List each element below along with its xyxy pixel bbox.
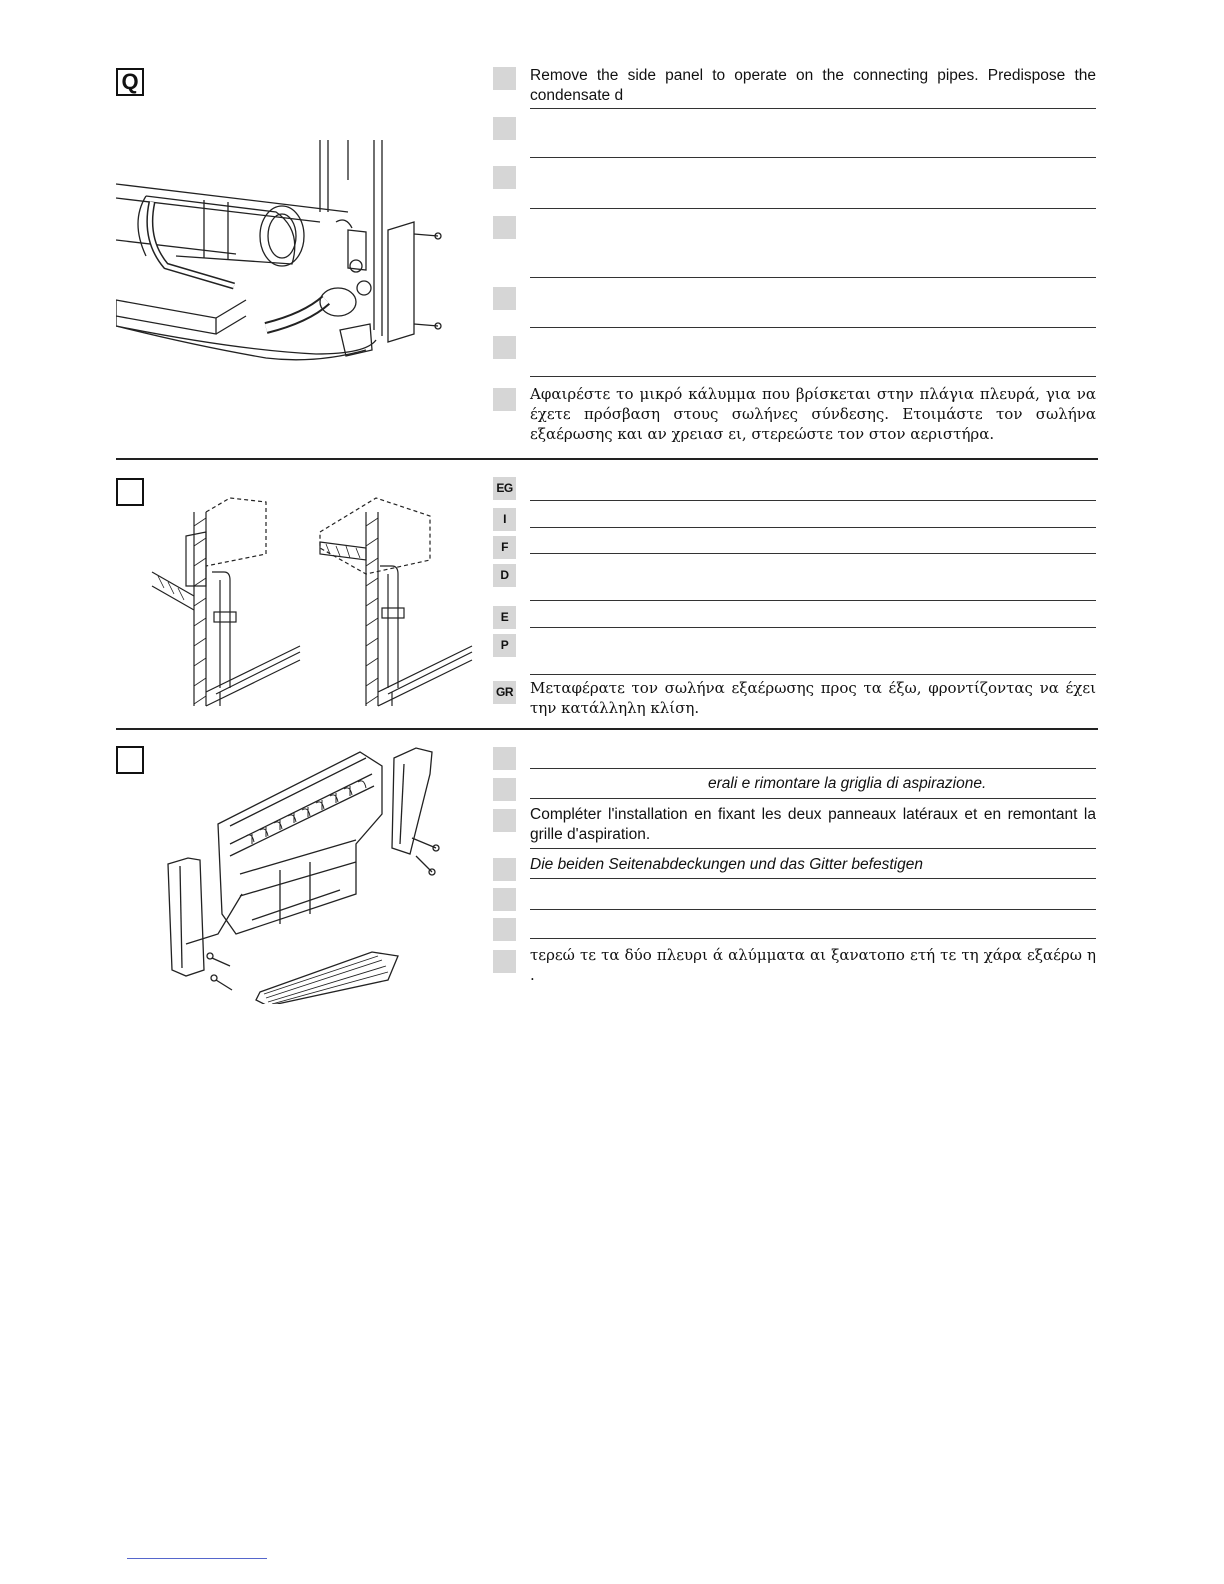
text-rule — [530, 327, 1096, 328]
lang-tag-es — [493, 287, 516, 310]
lang-tag-e: E — [493, 606, 516, 629]
figure-drain-pipe-routing — [150, 496, 480, 716]
text-rule — [530, 878, 1096, 879]
lang-tag-eg: EG — [493, 477, 516, 500]
text-rule — [530, 277, 1096, 278]
text-rule — [530, 376, 1096, 377]
instruction-s-fr: Compléter l'installation en fixant les deux panneaux latéraux et en remontant la grille d'aspiration. — [530, 806, 1096, 843]
lang-tag-i: I — [493, 508, 516, 531]
text-rule — [530, 938, 1096, 939]
figure-side-panel-removal — [116, 140, 456, 380]
text-rule — [530, 798, 1096, 799]
lang-tag-gr — [493, 950, 516, 973]
instruction-r-gr: Μεταφέρατε τον σωλήνα εξαέρωσης προς τα έξω, φροντίζοντας να έχει την κατάλληλη κλίση. — [530, 679, 1096, 717]
lang-tag-d: D — [493, 564, 516, 587]
text-rule — [530, 108, 1096, 109]
instruction-q-gr: Αφαιρέστε το μικρό κάλυμμα που βρίσκεται στην πλάγια πλευρά, για να έχετε πρόσβαση στους σωλήνες σύνδεσης. Ετοιμάστε τον σωλήνα εξαέρωσης και αν χρειασ ει, στερεώστε τον στον αεριστήρα. — [530, 385, 1096, 443]
lang-tag-gr: GR — [493, 681, 516, 704]
instruction-s-de: Die beiden Seitenabdeckungen und das Gitter befestigen — [530, 856, 923, 873]
text-rule — [530, 627, 1096, 628]
text-rule — [530, 768, 1096, 769]
lang-tag-en — [493, 747, 516, 770]
lang-tag-it — [493, 117, 516, 140]
text-rule — [530, 157, 1096, 158]
lang-tag-fr — [493, 809, 516, 832]
step-marker-q: Q — [116, 68, 144, 96]
lang-tag-f: F — [493, 536, 516, 559]
step-marker-r — [116, 478, 144, 506]
lang-tag-de — [493, 216, 516, 239]
text-rule — [530, 208, 1096, 209]
lang-tag-p: P — [493, 634, 516, 657]
lang-tag-fr — [493, 166, 516, 189]
footer-link-underline[interactable] — [127, 1558, 267, 1559]
lang-tag-de — [493, 858, 516, 881]
text-rule — [530, 909, 1096, 910]
instruction-s-gr: τερεώ τε τα δύο πλευρι ά αλύμματα αι ξανατοπο ετή τε τη χάρα εξαέρω η . — [530, 946, 1096, 984]
step-marker-s — [116, 746, 144, 774]
text-rule — [530, 527, 1096, 528]
text-rule — [530, 600, 1096, 601]
figure-panel-reassembly — [160, 744, 450, 1004]
text-rule — [530, 674, 1096, 675]
text-rule — [530, 500, 1096, 501]
lang-tag-en — [493, 67, 516, 90]
lang-tag-it — [493, 778, 516, 801]
lang-tag-es — [493, 888, 516, 911]
lang-tag-gr — [493, 388, 516, 411]
instruction-s-it: erali e rimontare la griglia di aspirazione. — [708, 775, 987, 792]
lang-tag-pt — [493, 918, 516, 941]
section-divider — [116, 458, 1098, 460]
section-divider — [116, 728, 1098, 730]
text-rule — [530, 848, 1096, 849]
lang-tag-pt — [493, 336, 516, 359]
text-rule — [530, 553, 1096, 554]
instruction-q-en: Remove the side panel to operate on the connecting pipes. Predispose the condensate d — [530, 67, 1096, 104]
